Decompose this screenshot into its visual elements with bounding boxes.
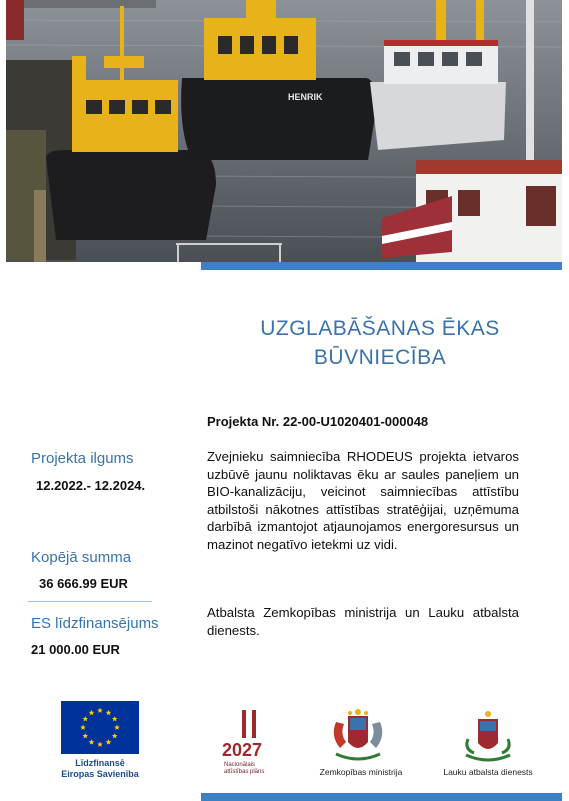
- small-coat-of-arms-icon: [460, 709, 516, 765]
- support-statement: Atbalsta Zemkopības ministrija un Lauku atbalsta dienests.: [207, 605, 519, 638]
- project-description: Zvejnieku saimniecība RHODEUS projekta ietvaros uzbūvē jaunu noliktavas ēku ar saules paneļiem un BIO-kanalizāciju, veicinot saimniecības attīstību atbilstoši nākotnes attīstības stratēģijai, uzņēmuma darbībā izmantojot atjaunojamos energoresursus un mazinot negatīvo ietekmi uz vidi.: [207, 449, 519, 552]
- eu-cofinancing-label: ES līdzfinansējums: [31, 615, 159, 632]
- total-sum-label: Kopējā summa: [31, 549, 132, 566]
- boat-name-label: HENRIK: [288, 92, 323, 102]
- eu-caption-line-2: Eiropas Savienība: [61, 769, 139, 779]
- ministry-caption: Zemkopības ministrija: [319, 767, 403, 777]
- eu-flag-icon: [61, 701, 139, 754]
- total-sum-value: 36 666.99 EUR: [39, 576, 128, 591]
- project-number: Projekta Nr. 22-00-U1020401-000048: [207, 414, 429, 429]
- agency-coat-of-arms: [460, 709, 516, 765]
- eu-caption-line-1: Līdzfinansē: [75, 758, 125, 768]
- agency-caption: Lauku atbalsta dienests: [443, 767, 533, 777]
- bottom-accent-band: [201, 793, 562, 801]
- harbour-photo: [6, 0, 562, 262]
- coat-of-arms-icon: [328, 708, 388, 764]
- sidebar-divider: [28, 601, 152, 602]
- title-line-1: UZGLABĀŠANAS ĒKAS: [260, 317, 500, 340]
- ministry-coat-of-arms: [328, 708, 388, 764]
- national-development-plan-logo: [220, 708, 282, 780]
- top-accent-band: [201, 262, 562, 270]
- harbour-photo-illustration: [6, 0, 562, 262]
- title-line-2: BŪVNIECĪBA: [313, 346, 447, 369]
- duration-label: Projekta ilgums: [31, 450, 134, 467]
- nap-2027-sub-1: Nacionālais: [224, 762, 256, 768]
- eu-cofinancing-value: 21 000.00 EUR: [31, 642, 120, 657]
- nap-2027-number: 2027: [222, 740, 263, 760]
- nap-2027-icon: [220, 708, 282, 780]
- eu-flag-logo: [61, 701, 139, 754]
- duration-value: 12.2022.- 12.2024.: [36, 478, 146, 493]
- nap-2027-sub-2: attīstības plāns: [224, 769, 265, 775]
- page-title: [200, 314, 560, 372]
- eu-caption: [40, 758, 160, 780]
